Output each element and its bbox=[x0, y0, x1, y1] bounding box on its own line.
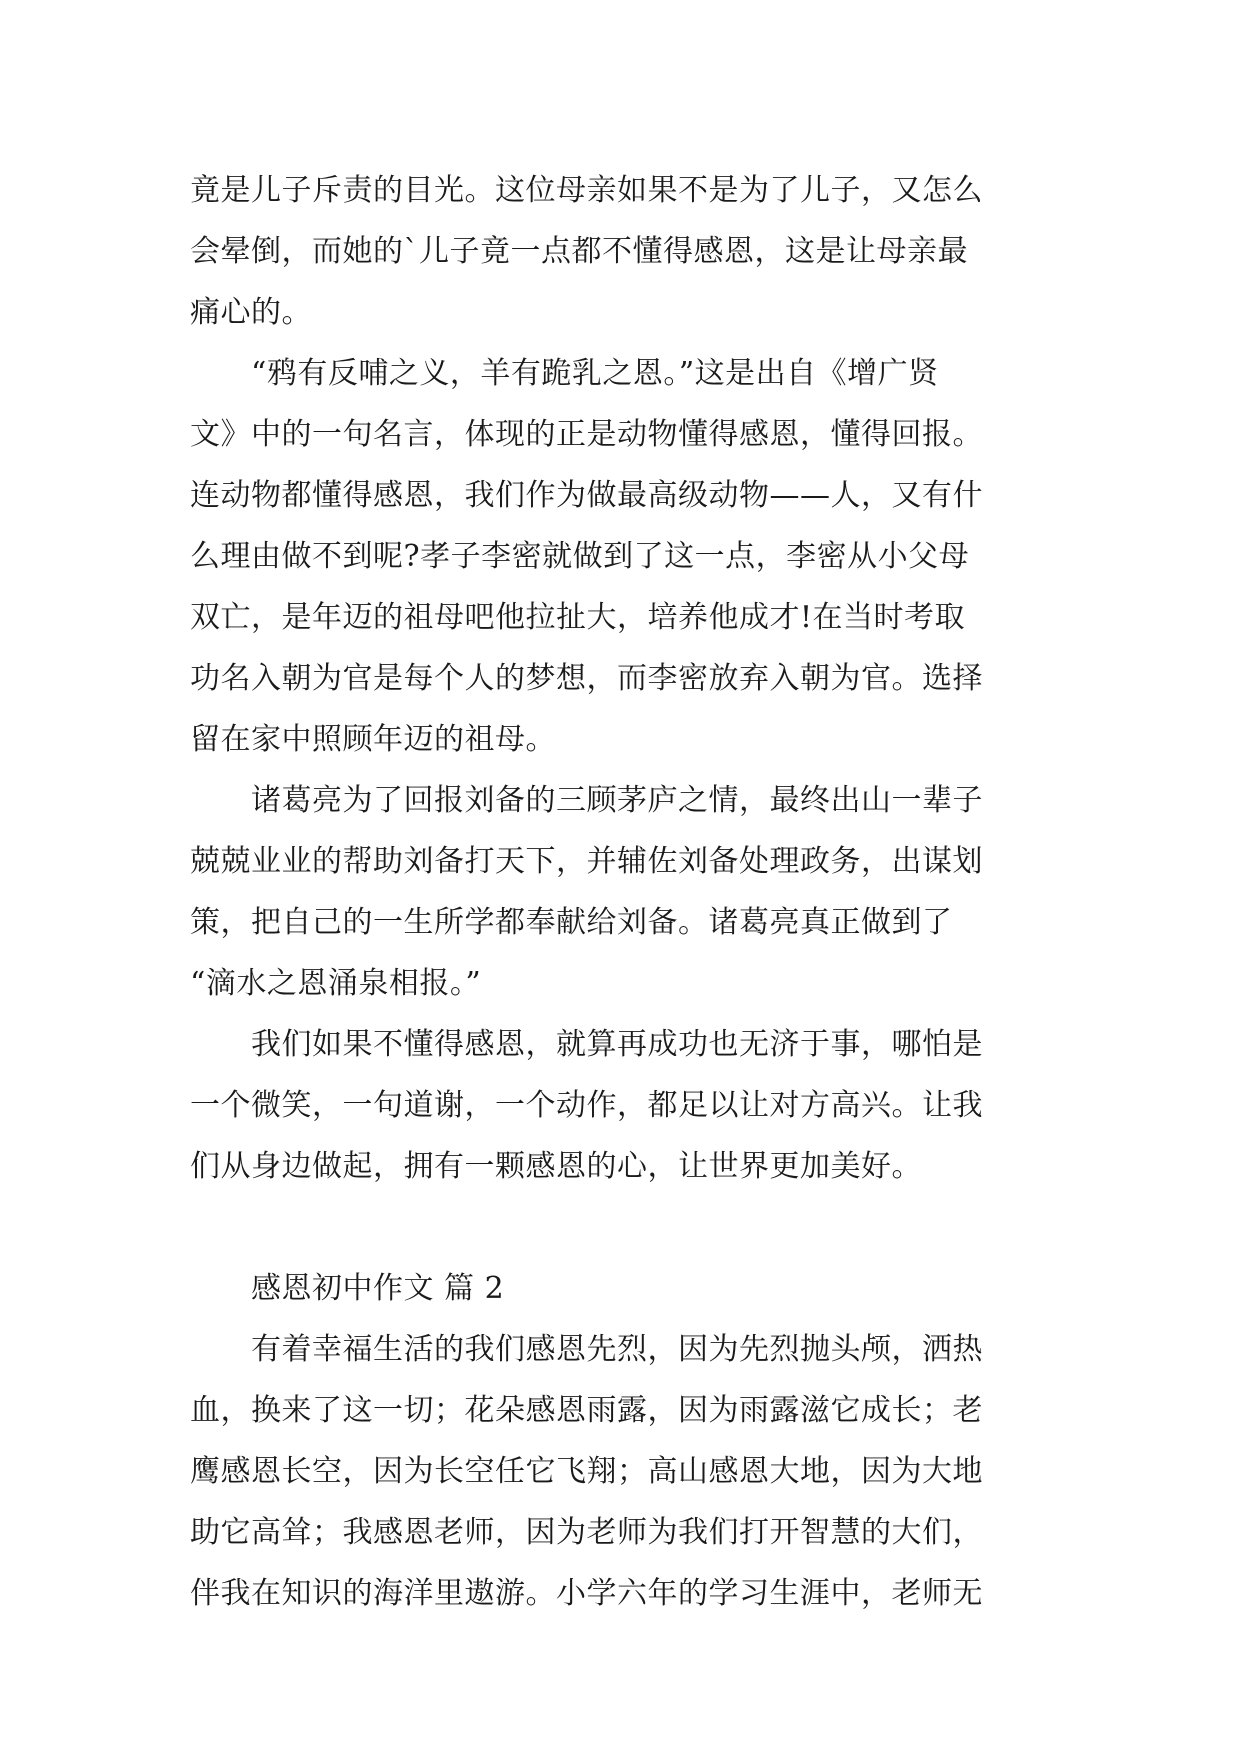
text-line-15: 我们如果不懂得感恩，就算再成功也无济于事，哪怕是 bbox=[190, 1027, 983, 1062]
text-line-7: 么理由做不到呢?孝子李密就做到了这一点，李密从小父母 bbox=[190, 539, 970, 574]
text-line-8: 双亡，是年迈的祖母吧他拉扯大，培养他成才!在当时考取 bbox=[190, 600, 966, 635]
text-line-16: 一个微笑，一句道谢，一个动作，都足以让对方高兴。让我 bbox=[190, 1088, 983, 1123]
text-line-14: “滴水之恩涌泉相报。” bbox=[190, 966, 482, 1001]
text-line-12: 兢兢业业的帮助刘备打天下，并辅佐刘备处理政务，出谋划 bbox=[190, 844, 983, 879]
text-line-10: 留在家中照顾年迈的祖母。 bbox=[190, 722, 556, 757]
text-line-2: 会晕倒，而她的`儿子竟一点都不懂得感恩，这是让母亲最 bbox=[190, 234, 968, 269]
section-title: 感恩初中作文 篇 2 bbox=[190, 1271, 505, 1306]
text-line-6: 连动物都懂得感恩，我们作为做最高级动物——人，又有什 bbox=[190, 478, 983, 513]
text-line-13: 策，把自己的一生所学都奉献给刘备。诸葛亮真正做到了 bbox=[190, 905, 953, 940]
text-line-3: 痛心的。 bbox=[190, 295, 312, 330]
text-line-18: 有着幸福生活的我们感恩先烈，因为先烈抛头颅，洒热 bbox=[190, 1332, 983, 1367]
text-line-21: 助它高耸；我感恩老师，因为老师为我们打开智慧的大们， bbox=[190, 1515, 983, 1550]
text-line-17: 们从身边做起，拥有一颗感恩的心，让世界更加美好。 bbox=[190, 1149, 922, 1184]
text-line-11: 诸葛亮为了回报刘备的三顾茅庐之情，最终出山一辈子 bbox=[190, 783, 983, 818]
text-line-4: “鸦有反哺之义，羊有跪乳之恩。”这是出自《增广贤 bbox=[190, 356, 939, 391]
paragraph-gap bbox=[190, 1197, 1060, 1258]
text-line-20: 鹰感恩长空，因为长空任它飞翔；高山感恩大地，因为大地 bbox=[190, 1454, 983, 1489]
text-line-22: 伴我在知识的海洋里遨游。小学六年的学习生涯中，老师无 bbox=[190, 1576, 983, 1611]
text-line-5: 文》中的一句名言，体现的正是动物懂得感恩，懂得回报。 bbox=[190, 417, 983, 452]
text-line-9: 功名入朝为官是每个人的梦想，而李密放弃入朝为官。选择 bbox=[190, 661, 983, 696]
text-line-19: 血，换来了这一切；花朵感恩雨露，因为雨露滋它成长；老 bbox=[190, 1393, 983, 1428]
document-body bbox=[190, 160, 1060, 1624]
text-line-1: 竟是儿子斥责的目光。这位母亲如果不是为了儿子，又怎么 bbox=[190, 173, 983, 208]
